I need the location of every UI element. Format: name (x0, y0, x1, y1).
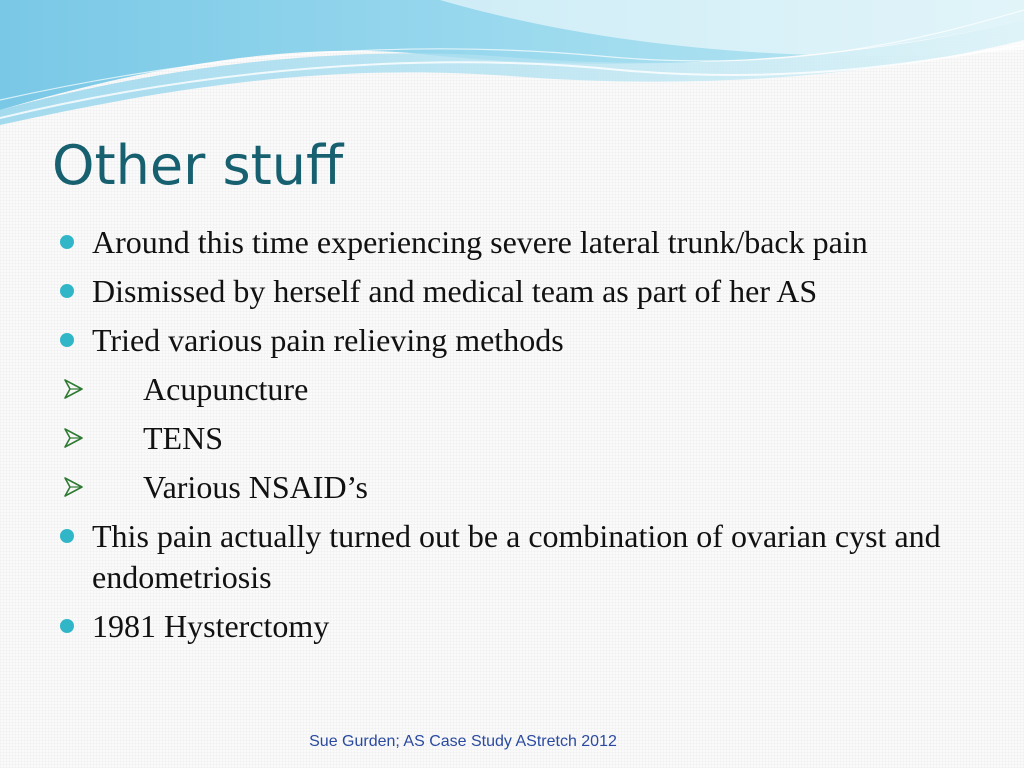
bullet-text: This pain actually turned out be a combination of ovarian cyst and endometriosis (92, 518, 941, 595)
bullet-item (60, 320, 960, 361)
sub-bullet-text: Various NSAID’s (143, 469, 368, 505)
bullet-dot-icon (60, 284, 74, 298)
bullet-dot-icon (60, 529, 74, 543)
arrowhead-bullet-icon (62, 476, 84, 498)
sub-bullet-text: TENS (143, 420, 223, 456)
bullet-list (60, 222, 960, 655)
bullet-text: Tried various pain relieving methods (92, 322, 564, 358)
sub-bullet-item (60, 467, 960, 508)
sub-bullet-item (60, 418, 960, 459)
sub-bullet-item (60, 369, 960, 410)
sub-bullet-text: Acupuncture (143, 371, 309, 407)
bullet-item (60, 222, 960, 263)
bullet-text: Dismissed by herself and medical team as part of her AS (92, 273, 818, 309)
bullet-dot-icon (60, 235, 74, 249)
bullet-text: 1981 Hysterctomy (92, 608, 330, 644)
header-wave-decoration (0, 0, 1024, 125)
bullet-text: Around this time experiencing severe lateral trunk/back pain (92, 224, 868, 260)
bullet-item (60, 606, 960, 647)
bullet-dot-icon (60, 619, 74, 633)
arrowhead-bullet-icon (62, 378, 84, 400)
arrowhead-bullet-icon (62, 427, 84, 449)
bullet-item (60, 271, 960, 312)
bullet-item (60, 516, 960, 598)
slide-footer: Sue Gurden; AS Case Study AStretch 2012 (309, 733, 617, 750)
bullet-dot-icon (60, 333, 74, 347)
slide-title: Other stuff (52, 134, 344, 197)
